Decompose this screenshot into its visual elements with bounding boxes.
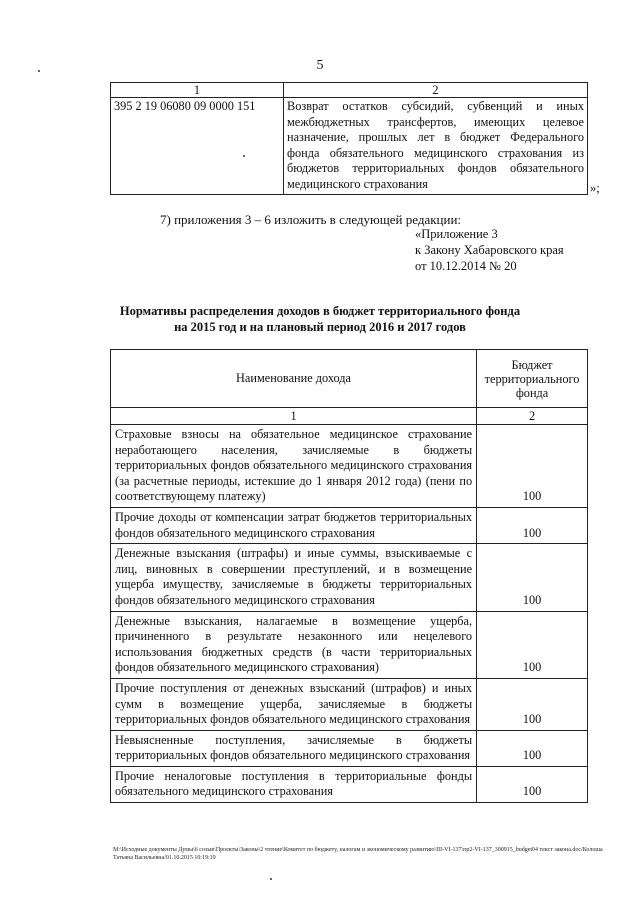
budget-share: 100 [477,425,588,508]
scan-speck [270,878,272,880]
table-row [111,425,588,508]
appendix-date: от 10.12.2014 № 20 [415,259,517,273]
scan-speck [243,155,245,157]
title-line-2: на 2015 год и на плановый период 2016 и 2017 годов [174,320,466,334]
header-col-2: 2 [284,83,588,98]
table-row [111,678,588,730]
revenue-norms-table [110,349,588,803]
header-col-1: 1 [111,83,284,98]
budget-share: 100 [477,730,588,766]
table-row [111,507,588,543]
table-header-row [111,350,588,408]
codes-table-header [111,83,588,98]
appendix-title: «Приложение 3 [415,227,498,241]
code-description: Возврат остатков субсидий, субвенций и иных межбюджетных трансфертов, имеющих целевое назначение, прошлых лет в бюджет Федерального фонда обязательного медицинского страхования из бюджетов территориальных фондов обязательного медицинского страхования [284,98,588,195]
header-budget: Бюджет территориального фонда [477,350,588,408]
income-name: Денежные взыскания (штрафы) и иные суммы, взыскиваемые с лиц, виновных в совершении преступлений, и в возмещение ущерба имуществу, зачисляемые в бюджеты территориальных фондов обязательного медицинского страхования [111,544,477,611]
table-row [111,544,588,611]
budget-share: 100 [477,766,588,802]
table-row [111,766,588,802]
income-name: Денежные взыскания, налагаемые в возмещение ущерба, причиненного в результате незаконного или нецелевого использования бюджетных средств (в части территориальных фондов обязательного медицинского страхования) [111,611,477,678]
income-name: Прочие доходы от компенсации затрат бюджетов территориальных фондов обязательного медицинского страхования [111,507,477,543]
document-title [0,303,640,335]
scan-speck [38,70,40,72]
table-row [111,730,588,766]
column-numbers-row [111,408,588,425]
budget-share: 100 [477,507,588,543]
closing-quote: »; [590,181,600,195]
file-path-footer: M:\Исходные документы Думы\6 созыв\Проекты\Законы\2 чтение\Комитет по бюджету, налогам и экономическому развитию\III-VI-137\пр2-VI-137_300915_budget04 текст закона.doc/Колоша Татьяна Васильевна/01.10.2015 10:19:19 [113,847,603,861]
header-income-name: Наименование дохода [111,350,477,408]
column-number-1: 1 [111,408,477,425]
column-number-2: 2 [477,408,588,425]
codes-table-row [111,98,588,195]
income-name: Невыясненные поступления, зачисляемые в бюджеты территориальных фондов обязательного медицинского страхования [111,730,477,766]
table-row [111,611,588,678]
income-name: Прочие неналоговые поступления в территориальные фонды обязательного медицинского страхования [111,766,477,802]
appendix-law: к Закону Хабаровского края [415,243,564,257]
income-name: Прочие поступления от денежных взысканий (штрафов) и иных сумм в возмещение ущерба, зачисляемые в бюджеты территориальных фондов обязательного медицинского страхования [111,678,477,730]
budget-share: 100 [477,611,588,678]
budget-share: 100 [477,678,588,730]
budget-code: 395 2 19 06080 09 0000 151 [111,98,284,195]
title-line-1: Нормативы распределения доходов в бюджет территориального фонда [119,304,521,318]
page-number: 5 [316,58,324,73]
income-name: Страховые взносы на обязательное медицинское страхование неработающего населения, зачисляемые в бюджеты территориальных фондов обязательного медицинского страхования (за расчетные периоды, истекшие до 1 января 2012 года) (пени по соответствующему платежу) [111,425,477,508]
amendment-instruction: 7) приложения 3 – 6 изложить в следующей редакции: [160,212,462,227]
budget-share: 100 [477,544,588,611]
codes-table [110,82,588,195]
